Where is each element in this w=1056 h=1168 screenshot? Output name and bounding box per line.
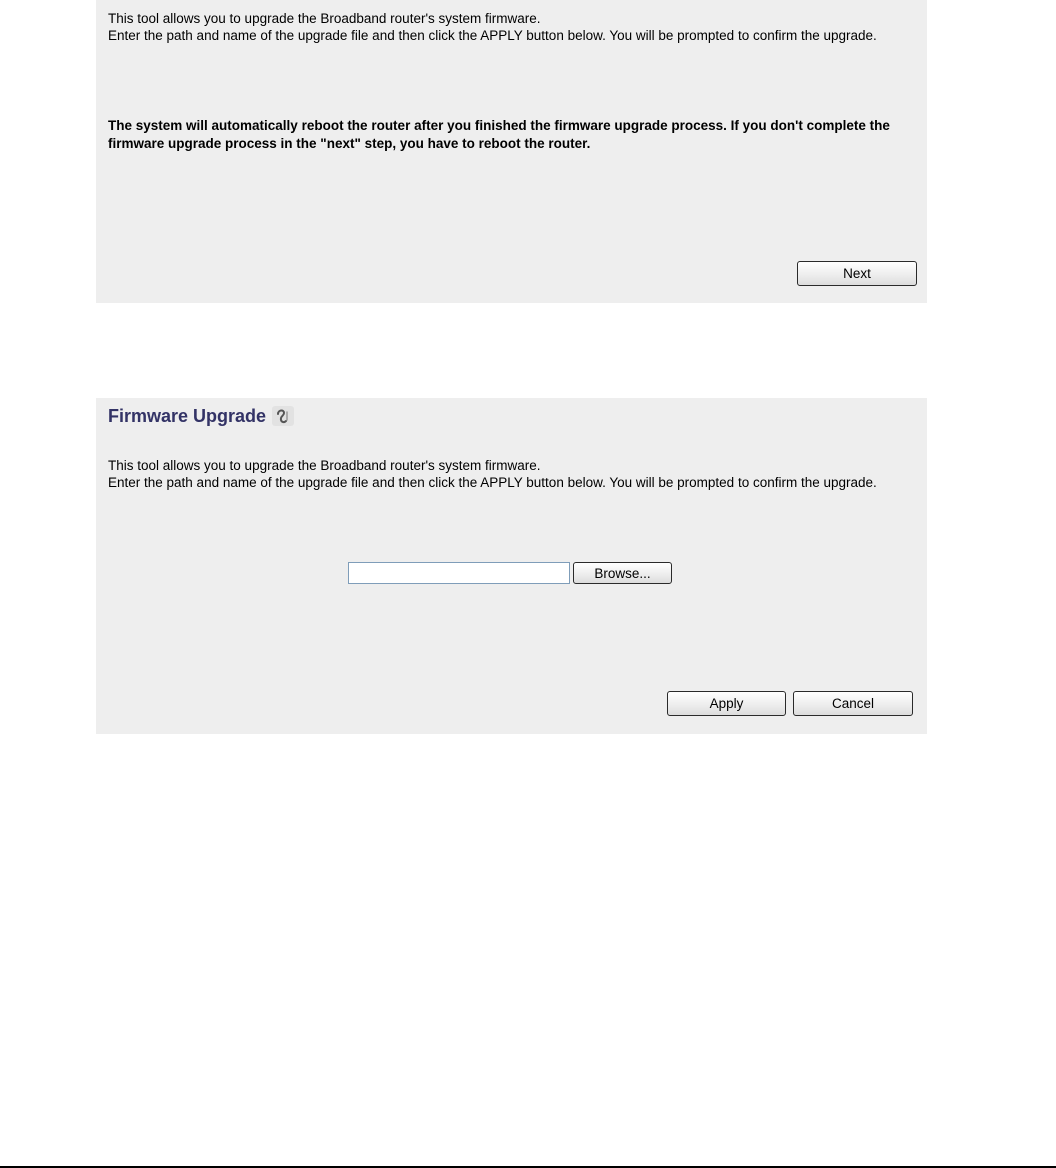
description-line-2: Enter the path and name of the upgrade file and then click the APPLY button below. You will be prompted to confirm the upgrade.	[108, 28, 877, 43]
description-line-1: This tool allows you to upgrade the Broadband router's system firmware.	[108, 11, 541, 26]
upgrade-description	[108, 457, 898, 491]
description-line-1: This tool allows you to upgrade the Broadband router's system firmware.	[108, 458, 541, 473]
description-line-2: Enter the path and name of the upgrade file and then click the APPLY button below. You will be prompted to confirm the upgrade.	[108, 475, 877, 490]
help-icon-glyph	[272, 406, 294, 426]
cancel-button[interactable]: Cancel	[793, 691, 913, 716]
firmware-file-input[interactable]	[348, 562, 570, 584]
browse-button[interactable]: Browse...	[573, 562, 672, 584]
page-title: Firmware Upgrade	[108, 406, 267, 426]
next-button[interactable]: Next	[797, 261, 917, 286]
reboot-warning: The system will automatically reboot the router after you finished the firmware upgrade process. If you don't complete the firmware upgrade process in the "next" step, you have to reboot the router.	[108, 118, 890, 151]
help-icon[interactable]	[272, 406, 294, 426]
upgrade-info-panel	[96, 0, 927, 303]
page-title-row	[108, 403, 294, 429]
upgrade-description	[108, 10, 898, 44]
apply-button[interactable]: Apply	[667, 691, 786, 716]
firmware-upgrade-panel	[96, 398, 927, 734]
